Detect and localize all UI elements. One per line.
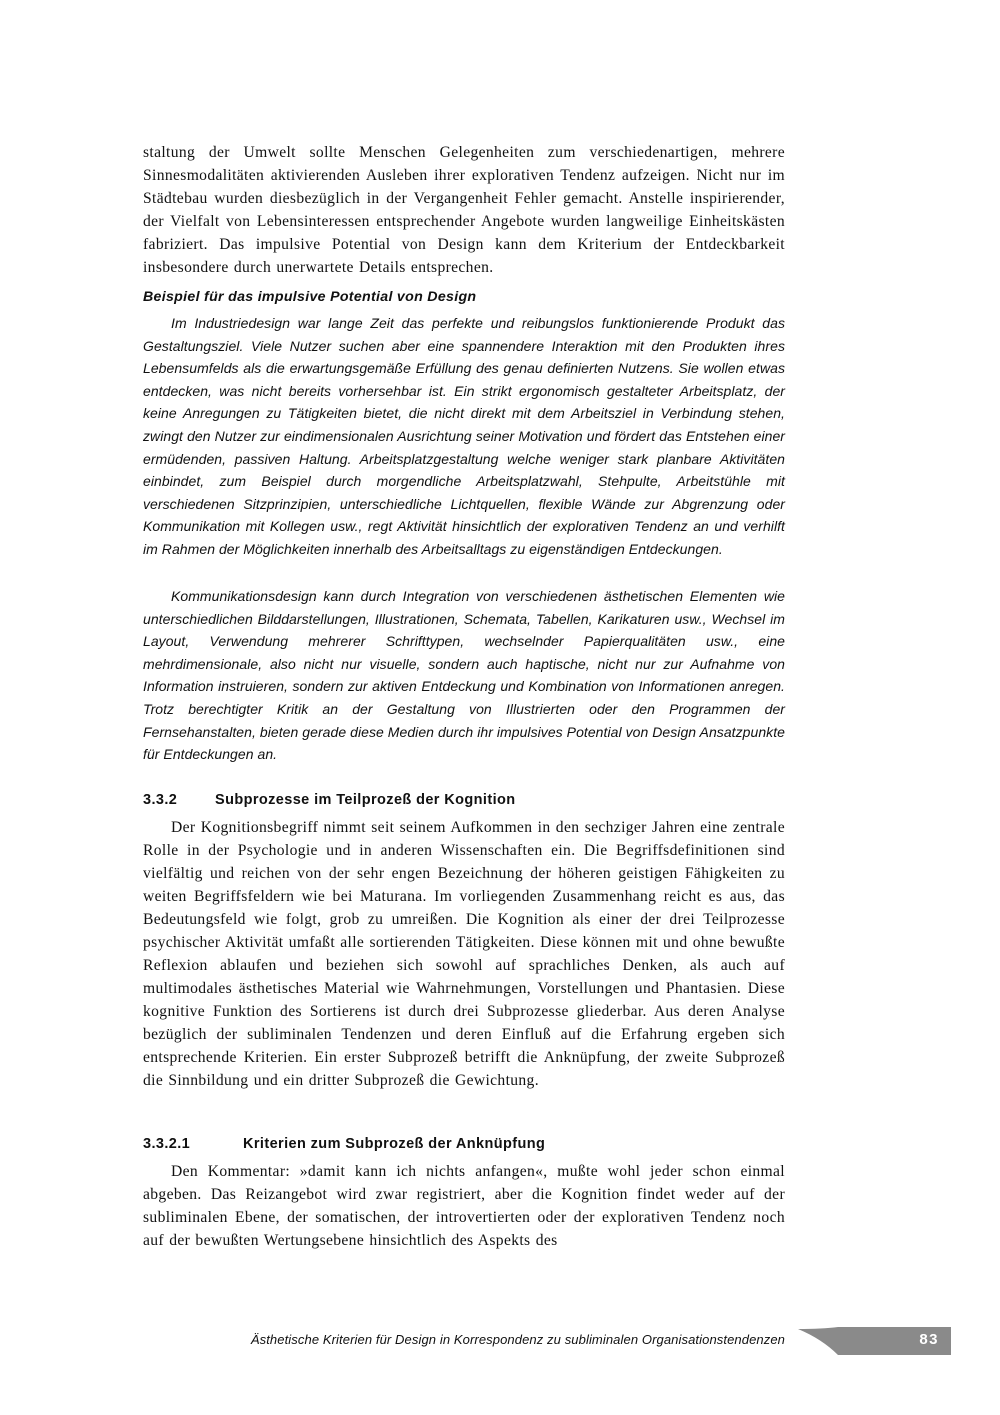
section-title: Subprozesse im Teilprozeß der Kognition — [215, 792, 516, 808]
section-heading-3-3-2-1 — [143, 1133, 785, 1155]
example-paragraph-1: Im Industriedesign war lange Zeit das perfekte und reibungslos funktionierende Produkt das Gestaltungsziel. Viele Nutzer suchen aber eine spannendere Interaktion mit den Produkten ihres Lebensumfelds als die erwartungsgemäße Erfüllung des genau definierten Nutzens. Sie wollen etwas entdecken, was nicht bereits vorhersehbar ist. Ein strikt ergonomisch gestalteter Arbeitsplatz, der keine Anregungen zu Tätigkeiten bietet, die nicht direkt mit dem Arbeitsziel in Verbindung stehen, zwingt den Nutzer zur eindimensionalen Ausrichtung seiner Motivation und fördert das Entstehen einer ermüdenden, passiven Haltung. Arbeitsplatzgestaltung welche weniger stark planbare Aktivitäten einbindet, zum Beispiel durch morgendliche Arbeitsplatzwahl, Stehpulte, Arbeitstühle mit verschiedenen Sitzprinzipien, unterschiedliche Lichtquellen, flexible Wände zur Abgrenzung oder Kommunikation mit Kollegen usw., regt Aktivität hinsichtlich der explorativen Tendenz an und verhilft im Rahmen der Möglichkeiten innerhalb des Arbeitsalltags zu eigenständigen Entdeckungen. — [143, 315, 785, 557]
page-number-tab — [798, 1327, 951, 1355]
example-paragraph-2: Kommunikationsdesign kann durch Integration von verschiedenen ästhetischen Elementen wie unterschiedlichen Bilddarstellungen, Illustrationen, Schemata, Tabellen, Karikaturen usw., Wechsel im Layout, Verwendung mehrerer Schrifttypen, wechselnder Papierqualitäten usw., eine mehrdimensionale, also nicht nur visuelle, sondern auch haptische, nicht nur zur Aufnahme von Information instruieren, sondern zur aktiven Entdeckung und Kombination von Informationen anregen. Trotz berechtigter Kritik an der Gestaltung von Illustrierten oder den Programmen der Fernsehanstalten, bieten gerade diese Medien durch ihr impulsives Potential von Design Ansatzpunkte für Entdeckungen an. — [143, 588, 785, 763]
section-number: 3.3.2 — [143, 792, 178, 808]
example-heading: Beispiel für das impulsive Potential von Design — [143, 289, 477, 305]
section-1-paragraph: Der Kognitionsbegriff nimmt seit seinem Aufkommen in den sechziger Jahren eine zentrale Rolle in der Psychologie und in anderen Wissenschaften ein. Die Begriffsdefinitionen sind vielfältig und reichen von der sehr engen Bezeichnung der höheren geistigen Fähigkeiten zu weiten Begriffsfeldern wie bei Maturana. Im vorliegenden Zusammenhang reicht es aus, das Bedeutungsfeld wie folgt, grob zu umreißen. Die Kognition als einer der drei Teilprozesse psychischer Aktivität umfaßt alle sortierenden Tätigkeiten. Diese können mit und ohne bewußte Reflexion ablaufen und beziehen sich sowohl auf sprachliches Denken, als auch auf multimodales ästhetisches Material wie Wahrnehmungen, Vorstellungen und Phantasien. Diese kognitive Funktion des Sortierens ist durch drei Subprozesse gliederbar. Aus deren Analyse bezüglich der subliminalen Tendenzen und deren Einfluß auf die Erfahrung ergeben sich entsprechende Kriterien. Ein erster Subprozeß betrifft die Anknüpfung, der zweite Subprozeß die Sinnbildung und ein dritter Subprozeß die Gewichtung. — [143, 819, 785, 1089]
section-heading-3-3-2 — [143, 789, 785, 811]
section-number: 3.3.2.1 — [143, 1136, 191, 1152]
section-title: Kriterien zum Subprozeß der Anknüpfung — [243, 1136, 546, 1152]
running-footer-title: Ästhetische Kriterien für Design in Korrespondenz zu subliminalen Organisationstendenzen — [250, 1332, 785, 1347]
page-number: 83 — [919, 1331, 939, 1348]
intro-paragraph: staltung der Umwelt sollte Menschen Gelegenheiten zum verschiedenartigen, mehrere Sinnesmodalitäten aktivierenden Ausleben ihrer explorativen Tendenz aufzeigen. Nicht nur im Städtebau wurden diesbezüglich in der Vergangenheit Fehler gemacht. Anstelle inspirierender, der Vielfalt von Lebensinteressen entsprechender Angebote wurden langweilige Einheitskästen fabriziert. Das impulsive Potential von Design kann dem Kriterium der Entdeckbarkeit insbesondere durch unerwartete Details entsprechen. — [143, 144, 785, 276]
section-2-paragraph: Den Kommentar: »damit kann ich nichts anfangen«, mußte wohl jeder schon einmal abgeben. Das Reizangebot wird zwar registriert, aber die Kognition findet weder auf der subliminalen Ebene, der somatischen, der introvertierten oder der explorativen Tendenz noch auf der bewußten Wertungsebene hinsichtlich des Aspekts des — [143, 1163, 785, 1249]
